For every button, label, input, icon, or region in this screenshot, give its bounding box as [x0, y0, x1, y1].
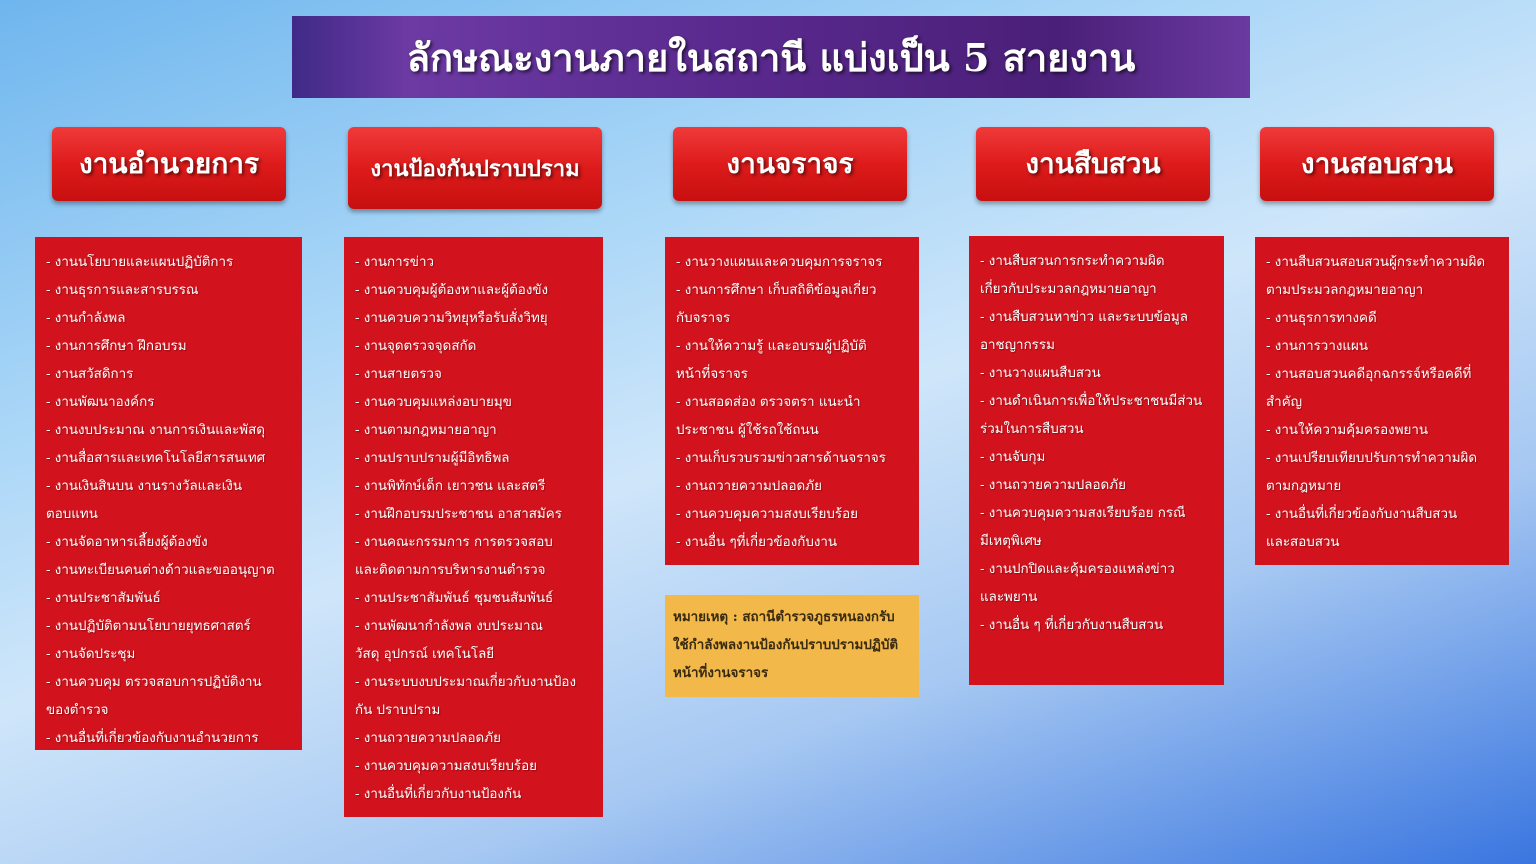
task-item: - งานกำลังพล — [46, 311, 126, 326]
task-item: - งานสืบสวนการกระทำความผิด — [980, 254, 1165, 269]
task-item: - งานการวางแผน — [1266, 339, 1369, 354]
dept-header-investigation: งานสืบสวน — [976, 127, 1210, 201]
task-item: - งานควบคุมความสงบเรียบร้อย — [355, 759, 537, 774]
task-item: - งานถวายความปลอดภัย — [355, 731, 501, 746]
task-item: - งานประชาสัมพันธ์ ชุมชนสัมพันธ์ — [355, 591, 554, 606]
task-item: - งานควบคุมความสงเรียบร้อย กรณี — [980, 506, 1186, 521]
task-item: - งานตามกฎหมายอาญา — [355, 423, 497, 438]
task-item: - งานดำเนินการเพื่อให้ประชาชนมีส่วน — [980, 394, 1203, 409]
task-item: สำคัญ — [1266, 395, 1303, 410]
task-item: กัน ปราบปราม — [355, 703, 441, 718]
task-item: - งานจัดอาหารเลี้ยงผู้ต้องขัง — [46, 535, 208, 550]
task-item: - งานจับกุม — [980, 450, 1046, 465]
task-item: - งานจัดประชุม — [46, 647, 136, 662]
task-item: กับจราจร — [676, 311, 731, 326]
page-title: ลักษณะงานภายในสถานี แบ่งเป็น 5 สายงาน — [292, 16, 1250, 98]
task-item: - งานธุรการทางคดี — [1266, 311, 1377, 326]
task-item: - งานการข่าว — [355, 255, 435, 270]
note-box — [665, 595, 919, 697]
note-line: หมายเหตุ : สถานีตำรวจภูธรหนองกรับ — [673, 609, 895, 625]
dept-header-administration: งานอำนวยการ — [52, 127, 286, 201]
task-item: - งานสืบสวนหาข่าว และระบบข้อมูล — [980, 310, 1188, 325]
task-item: - งานเก็บรวบรวมข่าวสารด้านจราจร — [676, 451, 886, 466]
task-item: ตามประมวลกฎหมายอาญา — [1266, 283, 1424, 298]
task-item: - งานคณะกรรมการ การตรวจสอบ — [355, 535, 553, 550]
note-line: ใช้กำลังพลงานป้องกันปราบปรามปฏิบัติ — [673, 637, 899, 653]
task-item: - งานระบบงบประมาณเกี่ยวกับงานป้อง — [355, 675, 577, 690]
dept-header-crime-prevention: งานป้องกันปราบปราม — [348, 127, 602, 209]
task-item: - งานนโยบายและแผนปฏิบัติการ — [46, 255, 234, 270]
task-list-investigation — [969, 236, 1224, 685]
task-item: - งานเปรียบเทียบปรับการทำความผิด — [1266, 451, 1478, 466]
task-item: - งานสืบสวนสอบสวนผู้กระทำความผิด — [1266, 255, 1486, 270]
task-item: - งานพัฒนากำลังพล งบประมาณ — [355, 619, 543, 634]
task-item: - งานสอดส่อง ตรวจตรา แนะนำ — [676, 395, 861, 410]
task-item: - งานฝึกอบรมประชาชน อาสาสมัคร — [355, 507, 562, 522]
task-list-administration — [35, 237, 302, 750]
task-item: - งานประชาสัมพันธ์ — [46, 591, 161, 606]
task-item: - งานควบคุมความสงบเรียบร้อย — [676, 507, 858, 522]
task-item: - งานสอบสวนคดีอุกฉกรรจ์หรือคดีที่ — [1266, 367, 1472, 382]
task-item: ประชาชน ผู้ใช้รถใช้ถนน — [676, 423, 819, 438]
task-item: - งานควบคุมแหล่งอบายมุข — [355, 395, 512, 410]
task-item: ตามกฎหมาย — [1266, 479, 1342, 494]
task-item: - งานพิทักษ์เด็ก เยาวชน และสตรี — [355, 479, 546, 494]
task-item: วัสดุ อุปกรณ์ เทคโนโลยี — [355, 647, 495, 662]
task-item: ร่วมในการสืบสวน — [980, 422, 1084, 437]
task-item: - งานควบความวิทยุหรือรับสั่งวิทยุ — [355, 311, 548, 326]
task-item: - งานถวายความปลอดภัย — [676, 479, 822, 494]
task-item: และติดตามการบริหารงานตำรวจ — [355, 563, 546, 578]
task-item: - งานควบคุม ตรวจสอบการปฏิบัติงาน — [46, 675, 262, 690]
task-item: และพยาน — [980, 590, 1038, 605]
task-item: - งานอื่นที่เกี่ยวข้องกับงานสืบสวน — [1266, 507, 1458, 522]
dept-header-traffic: งานจราจร — [673, 127, 907, 201]
task-item: - งานปกปิดและคุ้มครองแหล่งข่าว — [980, 562, 1175, 577]
task-item: - งานควบคุมผู้ต้องหาและผู้ต้องขัง — [355, 283, 549, 298]
task-item: - งานวางแผนสืบสวน — [980, 366, 1101, 381]
task-list-traffic — [665, 237, 919, 565]
task-item: - งานสายตรวจ — [355, 367, 442, 382]
task-item: - งานสื่อสารและเทคโนโลยีสารสนเทศ — [46, 451, 266, 466]
task-item: มีเหตุพิเศษ — [980, 534, 1042, 549]
task-item: - งานวางแผนและควบคุมการจราจร — [676, 255, 883, 270]
task-item: - งานสวัสดิการ — [46, 367, 134, 382]
task-item: - งานพัฒนาองค์กร — [46, 395, 155, 410]
task-item: - งานเงินสินบน งานรางวัลและเงินตอบแทน — [46, 479, 242, 522]
task-list-inquiry — [1255, 237, 1509, 565]
dept-header-inquiry: งานสอบสวน — [1260, 127, 1494, 201]
task-item: - งานให้ความรู้ และอบรมผู้ปฏิบัติ — [676, 339, 867, 354]
task-item: - งานปฏิบัติตามนโยบายยุทธศาสตร์ — [46, 619, 251, 634]
task-item: - งานการศึกษา เก็บสถิติข้อมูลเกี่ยว — [676, 283, 877, 298]
task-list-crime-prevention — [344, 237, 603, 817]
task-item: อาชญากรรม — [980, 338, 1055, 353]
task-item: - งานถวายความปลอดภัย — [980, 478, 1126, 493]
task-item: - งานการศึกษา ฝึกอบรม — [46, 339, 187, 354]
note-line: หน้าที่งานจราจร — [673, 665, 769, 681]
task-item: - งานธุรการและสารบรรณ — [46, 283, 199, 298]
task-item: หน้าที่จราจร — [676, 367, 748, 382]
task-item: - งานทะเบียนคนต่างด้าวและขออนุญาต — [46, 563, 275, 578]
task-item: - งานอื่น ๆที่เกี่ยวข้องกับงาน — [676, 535, 838, 550]
task-item: - งานงบประมาณ งานการเงินและพัสดุ — [46, 423, 265, 438]
task-item: ของตำรวจ — [46, 703, 109, 718]
task-item: - งานจุดตรวจจุดสกัด — [355, 339, 477, 354]
task-item: เกี่ยวกับประมวลกฎหมายอาญา — [980, 282, 1157, 297]
task-item: - งานอื่นที่เกี่ยวกับงานป้องกัน — [355, 787, 522, 802]
task-item: - งานอื่นที่เกี่ยวข้องกับงานอำนวยการ — [46, 731, 259, 746]
task-item: - งานให้ความคุ้มครองพยาน — [1266, 423, 1429, 438]
task-item: - งานอื่น ๆ ที่เกี่ยวกับงานสืบสวน — [980, 618, 1164, 633]
task-item: และสอบสวน — [1266, 535, 1340, 550]
task-item: - งานปราบปรามผู้มีอิทธิพล — [355, 451, 510, 466]
